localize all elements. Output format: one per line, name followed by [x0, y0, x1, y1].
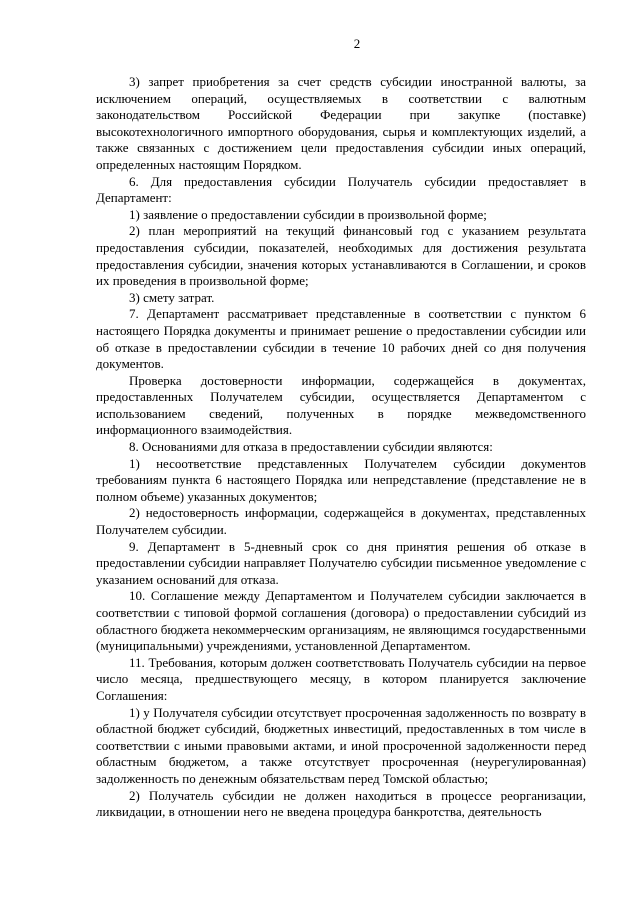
document-body	[96, 74, 586, 821]
paragraph-item-6-1: 1) заявление о предоставлении субсидии в произвольной форме;	[129, 206, 487, 222]
paragraph-item-9: 9. Департамент в 5-дневный срок со дня принятия решения об отказе в предоставлении субсидии направляет Получателю субсидии письменное уведомление с указанием оснований для отказа.	[96, 538, 586, 587]
paragraph-item-11-1: 1) у Получателя субсидии отсутствует просроченная задолженность по возврату в областной бюджет субсидий, бюджетных инвестиций, предоставленных в том числе в соответствии с иными правовыми актами, и иной просроченной задолженности перед областным бюджетом, а также отсутствует просроченная (неурегулированная) задолженность по денежным обязательствам перед Томской областью;	[96, 704, 586, 786]
paragraph-item-10: 10. Соглашение между Департаментом и Получателем субсидии заключается в соответствии с типовой формой соглашения (договора) о предоставлении субсидий из областного бюджета некоммерческим организациям, не являющимся государственными (муниципальными) учреждениями, установленной Департаментом.	[96, 588, 586, 654]
paragraph-item-7: 7. Департамент рассматривает представленные в соответствии с пунктом 6 настоящего Порядка документы и принимает решение о предоставлении субсидии или об отказе в предоставлении субсидии в течение 10 рабочих дней со дня получения документов.	[96, 306, 586, 372]
paragraph-item-11: 11. Требования, которым должен соответствовать Получатель субсидии на первое число месяца, предшествующего месяцу, в котором планируется заключение Соглашения:	[96, 654, 586, 703]
paragraph-item-7-verification: Проверка достоверности информации, содержащейся в документах, предоставленных Получателем субсидии, осуществляется Департаментом с использованием сведений, полученных в порядке межведомственного информационного взаимодействия.	[96, 372, 586, 438]
paragraph-item-6-2: 2) план мероприятий на текущий финансовый год с указанием результата предоставления субсидии, показателей, необходимых для достижения результата предоставления субсидии, значения которых устанавливаются в Соглашении, и сроков их проведения в произвольной форме;	[96, 223, 586, 289]
paragraph-item-8: 8. Основаниями для отказа в предоставлении субсидии являются:	[129, 439, 493, 455]
paragraph-item-6-3: 3) смету затрат.	[129, 289, 215, 305]
paragraph-item-8-2: 2) недостоверность информации, содержащейся в документах, представленных Получателем субсидии.	[96, 505, 586, 538]
paragraph-item-6: 6. Для предоставления субсидии Получатель субсидии предоставляет в Департамент:	[96, 173, 586, 206]
page-number: 2	[353, 36, 361, 51]
paragraph-item-11-2: 2) Получатель субсидии не должен находиться в процессе реорганизации, ликвидации, в отношении него не введена процедура банкротства, деятельность	[96, 787, 586, 820]
paragraph-item-8-1: 1) несоответствие представленных Получателем субсидии документов требованиям пункта 6 настоящего Порядка или непредставление (представление не в полном объеме) указанных документов;	[96, 455, 586, 504]
paragraph-clause-3-currency-ban: 3) запрет приобретения за счет средств субсидии иностранной валюты, за исключением операций, осуществляемых в соответствии с валютным законодательством Российской Федерации при закупке (поставке) высокотехнологичного импортного оборудования, сырья и комплектующих изделий, а также связанных с достижением цели предоставления субсидии иных операций, определенных настоящим Порядком.	[96, 74, 586, 172]
